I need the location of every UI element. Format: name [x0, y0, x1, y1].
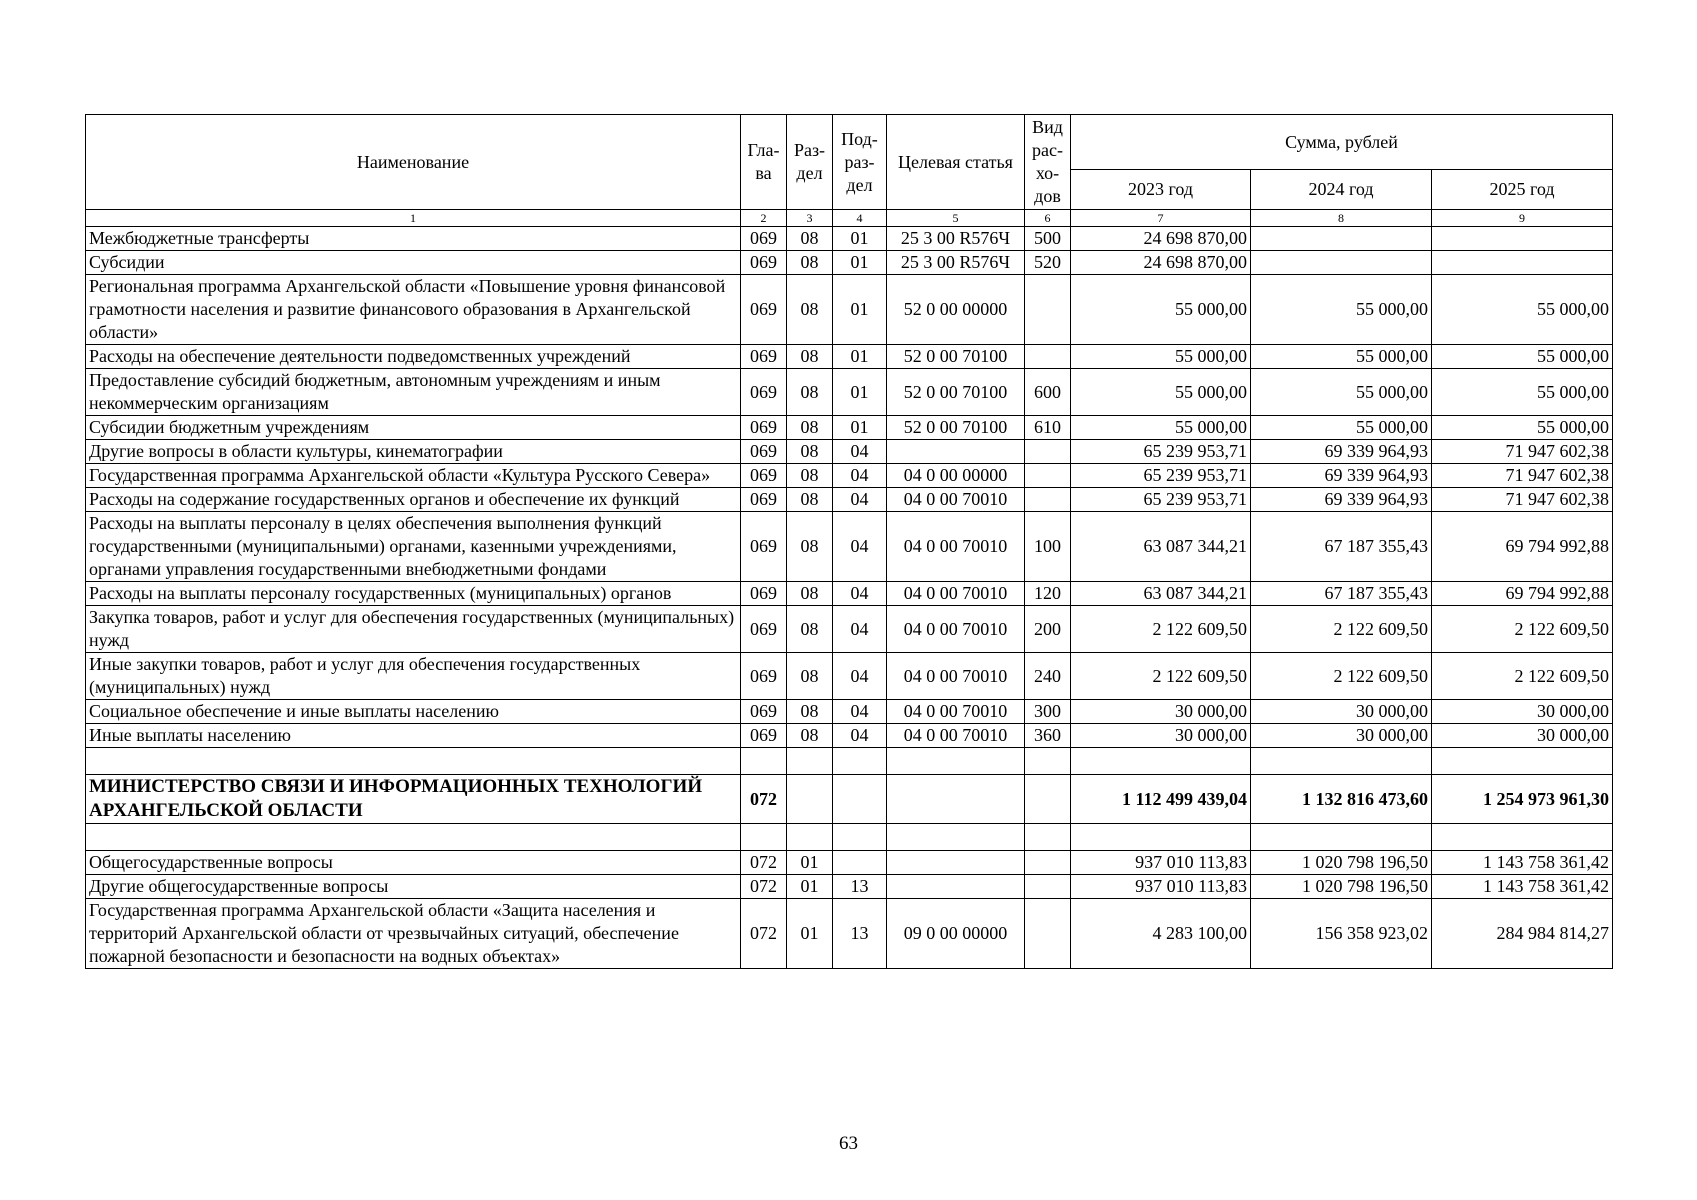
row-podrazdel: 13 — [833, 899, 887, 969]
row-expense-type — [1025, 875, 1071, 899]
row-glava: 069 — [741, 488, 787, 512]
row-sum-2024: 55 000,00 — [1251, 416, 1432, 440]
row-sum-2023: 55 000,00 — [1071, 275, 1251, 345]
row-razdel — [787, 748, 833, 775]
row-target-article: 52 0 00 00000 — [887, 275, 1025, 345]
row-expense-type — [1025, 464, 1071, 488]
row-sum-2024: 1 132 816 473,60 — [1251, 775, 1432, 824]
row-glava: 072 — [741, 875, 787, 899]
row-expense-type: 610 — [1025, 416, 1071, 440]
row-sum-2025 — [1432, 824, 1613, 851]
row-razdel: 08 — [787, 582, 833, 606]
row-sum-2023: 4 283 100,00 — [1071, 899, 1251, 969]
row-name: Общегосударственные вопросы — [86, 851, 741, 875]
row-expense-type — [1025, 899, 1071, 969]
header-glava: Гла-ва — [741, 115, 787, 210]
row-sum-2024: 55 000,00 — [1251, 275, 1432, 345]
row-razdel: 08 — [787, 653, 833, 700]
header-sum: Сумма, рублей — [1071, 115, 1613, 170]
row-sum-2025: 55 000,00 — [1432, 345, 1613, 369]
row-sum-2023: 65 239 953,71 — [1071, 464, 1251, 488]
row-sum-2025: 2 122 609,50 — [1432, 606, 1613, 653]
header-year-2023: 2023 год — [1071, 170, 1251, 210]
column-number: 6 — [1025, 210, 1071, 227]
row-name — [86, 824, 741, 851]
header-razdel: Раз-дел — [787, 115, 833, 210]
row-name: Расходы на выплаты персоналу в целях обеспечения выполнения функций государственными (муниципальными) органами, казенными учреждениями, органами управления государственными внебюджетными фондами — [86, 512, 741, 582]
row-target-article: 04 0 00 70010 — [887, 488, 1025, 512]
row-sum-2025: 71 947 602,38 — [1432, 440, 1613, 464]
row-name: Другие общегосударственные вопросы — [86, 875, 741, 899]
row-sum-2023: 2 122 609,50 — [1071, 606, 1251, 653]
row-target-article: 04 0 00 70010 — [887, 653, 1025, 700]
row-glava: 069 — [741, 440, 787, 464]
row-sum-2023 — [1071, 824, 1251, 851]
column-numbers-row — [86, 210, 1613, 227]
row-razdel: 08 — [787, 488, 833, 512]
column-number: 2 — [741, 210, 787, 227]
row-glava: 069 — [741, 227, 787, 251]
row-sum-2025: 30 000,00 — [1432, 700, 1613, 724]
row-target-article — [887, 775, 1025, 824]
row-podrazdel — [833, 748, 887, 775]
row-sum-2025: 69 794 992,88 — [1432, 582, 1613, 606]
row-glava: 069 — [741, 724, 787, 748]
row-glava: 069 — [741, 653, 787, 700]
row-expense-type: 100 — [1025, 512, 1071, 582]
row-sum-2023: 937 010 113,83 — [1071, 875, 1251, 899]
row-glava: 069 — [741, 700, 787, 724]
row-sum-2023: 63 087 344,21 — [1071, 582, 1251, 606]
table-row — [86, 606, 1613, 653]
row-razdel: 08 — [787, 464, 833, 488]
row-glava: 069 — [741, 369, 787, 416]
row-sum-2023: 63 087 344,21 — [1071, 512, 1251, 582]
row-razdel: 08 — [787, 606, 833, 653]
row-expense-type: 300 — [1025, 700, 1071, 724]
row-sum-2025: 1 254 973 961,30 — [1432, 775, 1613, 824]
table-header — [86, 115, 1613, 227]
table-row — [86, 251, 1613, 275]
row-name: Закупка товаров, работ и услуг для обеспечения государственных (муниципальных) нужд — [86, 606, 741, 653]
table-row — [86, 899, 1613, 969]
row-expense-type: 240 — [1025, 653, 1071, 700]
row-razdel: 08 — [787, 440, 833, 464]
row-expense-type: 360 — [1025, 724, 1071, 748]
column-number: 5 — [887, 210, 1025, 227]
row-sum-2025 — [1432, 748, 1613, 775]
table-row — [86, 512, 1613, 582]
row-expense-type — [1025, 824, 1071, 851]
row-razdel — [787, 775, 833, 824]
table-row — [86, 851, 1613, 875]
row-sum-2025: 1 143 758 361,42 — [1432, 875, 1613, 899]
row-sum-2023: 55 000,00 — [1071, 416, 1251, 440]
table-row — [86, 653, 1613, 700]
row-name: Иные закупки товаров, работ и услуг для обеспечения государственных (муниципальных) нужд — [86, 653, 741, 700]
header-podrazdel: Под-раз-дел — [833, 115, 887, 210]
row-expense-type — [1025, 748, 1071, 775]
table-row — [86, 724, 1613, 748]
row-name: Субсидии бюджетным учреждениям — [86, 416, 741, 440]
row-razdel: 08 — [787, 345, 833, 369]
row-expense-type — [1025, 851, 1071, 875]
row-sum-2023: 2 122 609,50 — [1071, 653, 1251, 700]
row-sum-2024: 2 122 609,50 — [1251, 653, 1432, 700]
row-sum-2024 — [1251, 251, 1432, 275]
header-year-2024: 2024 год — [1251, 170, 1432, 210]
row-sum-2023: 55 000,00 — [1071, 345, 1251, 369]
row-sum-2024 — [1251, 227, 1432, 251]
row-sum-2024: 67 187 355,43 — [1251, 582, 1432, 606]
row-podrazdel: 04 — [833, 700, 887, 724]
row-podrazdel: 04 — [833, 606, 887, 653]
row-sum-2023: 1 112 499 439,04 — [1071, 775, 1251, 824]
row-sum-2025: 71 947 602,38 — [1432, 464, 1613, 488]
row-razdel: 08 — [787, 724, 833, 748]
row-glava: 069 — [741, 512, 787, 582]
row-name: Другие вопросы в области культуры, кинематографии — [86, 440, 741, 464]
row-target-article: 04 0 00 70010 — [887, 606, 1025, 653]
row-razdel: 08 — [787, 275, 833, 345]
row-name: Расходы на выплаты персоналу государственных (муниципальных) органов — [86, 582, 741, 606]
row-name: Межбюджетные трансферты — [86, 227, 741, 251]
row-podrazdel — [833, 824, 887, 851]
row-glava: 069 — [741, 606, 787, 653]
column-number: 8 — [1251, 210, 1432, 227]
row-name: Социальное обеспечение и иные выплаты населению — [86, 700, 741, 724]
row-name: Расходы на содержание государственных органов и обеспечение их функций — [86, 488, 741, 512]
row-podrazdel: 04 — [833, 653, 887, 700]
row-sum-2025: 55 000,00 — [1432, 369, 1613, 416]
row-podrazdel: 01 — [833, 251, 887, 275]
header-expense-type: Вид рас-хо-дов — [1025, 115, 1071, 210]
row-glava: 069 — [741, 345, 787, 369]
row-glava — [741, 748, 787, 775]
row-target-article: 04 0 00 70010 — [887, 700, 1025, 724]
row-target-article: 25 3 00 R576Ч — [887, 251, 1025, 275]
row-expense-type: 500 — [1025, 227, 1071, 251]
row-glava: 069 — [741, 464, 787, 488]
table-row — [86, 464, 1613, 488]
row-target-article — [887, 851, 1025, 875]
row-name — [86, 748, 741, 775]
row-sum-2025: 55 000,00 — [1432, 416, 1613, 440]
row-sum-2024: 67 187 355,43 — [1251, 512, 1432, 582]
row-sum-2024: 69 339 964,93 — [1251, 488, 1432, 512]
table-row — [86, 875, 1613, 899]
row-podrazdel: 13 — [833, 875, 887, 899]
table-row — [86, 275, 1613, 345]
row-glava: 069 — [741, 251, 787, 275]
row-sum-2023: 65 239 953,71 — [1071, 440, 1251, 464]
row-name: Субсидии — [86, 251, 741, 275]
row-sum-2025: 55 000,00 — [1432, 275, 1613, 345]
table-row — [86, 227, 1613, 251]
row-sum-2025: 1 143 758 361,42 — [1432, 851, 1613, 875]
row-sum-2025: 284 984 814,27 — [1432, 899, 1613, 969]
table-row — [86, 488, 1613, 512]
row-sum-2025: 30 000,00 — [1432, 724, 1613, 748]
row-sum-2024: 55 000,00 — [1251, 345, 1432, 369]
row-sum-2024: 1 020 798 196,50 — [1251, 875, 1432, 899]
row-name: Государственная программа Архангельской области «Защита населения и территорий Архангельской области от чрезвычайных ситуаций, обеспечение пожарной безопасности и безопасности на водных объектах» — [86, 899, 741, 969]
row-glava: 072 — [741, 851, 787, 875]
row-sum-2024: 69 339 964,93 — [1251, 464, 1432, 488]
row-expense-type: 120 — [1025, 582, 1071, 606]
row-sum-2024: 55 000,00 — [1251, 369, 1432, 416]
row-name: МИНИСТЕРСТВО СВЯЗИ И ИНФОРМАЦИОННЫХ ТЕХНОЛОГИЙ АРХАНГЕЛЬСКОЙ ОБЛАСТИ — [86, 775, 741, 824]
row-sum-2024: 2 122 609,50 — [1251, 606, 1432, 653]
row-expense-type — [1025, 775, 1071, 824]
row-name: Предоставление субсидий бюджетным, автономным учреждениям и иным некоммерческим организациям — [86, 369, 741, 416]
row-target-article: 52 0 00 70100 — [887, 416, 1025, 440]
column-number: 4 — [833, 210, 887, 227]
row-glava: 069 — [741, 275, 787, 345]
row-razdel: 08 — [787, 700, 833, 724]
row-razdel — [787, 824, 833, 851]
row-target-article — [887, 440, 1025, 464]
row-sum-2023: 937 010 113,83 — [1071, 851, 1251, 875]
row-glava: 069 — [741, 582, 787, 606]
row-razdel: 08 — [787, 416, 833, 440]
row-sum-2023: 24 698 870,00 — [1071, 227, 1251, 251]
row-razdel: 08 — [787, 227, 833, 251]
row-razdel: 01 — [787, 875, 833, 899]
row-podrazdel: 04 — [833, 582, 887, 606]
row-podrazdel: 04 — [833, 724, 887, 748]
row-razdel: 01 — [787, 899, 833, 969]
row-glava: 072 — [741, 899, 787, 969]
row-razdel: 08 — [787, 369, 833, 416]
row-sum-2023: 55 000,00 — [1071, 369, 1251, 416]
table-row-empty — [86, 824, 1613, 851]
row-target-article — [887, 824, 1025, 851]
row-sum-2025: 2 122 609,50 — [1432, 653, 1613, 700]
budget-table — [85, 114, 1613, 969]
table-row-ministry — [86, 775, 1613, 824]
row-name: Государственная программа Архангельской области «Культура Русского Севера» — [86, 464, 741, 488]
row-sum-2025: 69 794 992,88 — [1432, 512, 1613, 582]
row-podrazdel — [833, 775, 887, 824]
table-row — [86, 700, 1613, 724]
row-razdel: 01 — [787, 851, 833, 875]
row-razdel: 08 — [787, 251, 833, 275]
column-number: 1 — [86, 210, 741, 227]
row-podrazdel: 04 — [833, 464, 887, 488]
row-glava: 069 — [741, 416, 787, 440]
row-target-article: 04 0 00 70010 — [887, 512, 1025, 582]
row-glava — [741, 824, 787, 851]
row-name: Иные выплаты населению — [86, 724, 741, 748]
row-sum-2024: 1 020 798 196,50 — [1251, 851, 1432, 875]
header-target-article: Целевая статья — [887, 115, 1025, 210]
row-target-article — [887, 748, 1025, 775]
row-sum-2024 — [1251, 748, 1432, 775]
row-expense-type: 600 — [1025, 369, 1071, 416]
column-number: 3 — [787, 210, 833, 227]
table-body — [86, 227, 1613, 969]
row-podrazdel: 01 — [833, 275, 887, 345]
table-row — [86, 440, 1613, 464]
row-podrazdel: 01 — [833, 416, 887, 440]
row-podrazdel: 01 — [833, 227, 887, 251]
row-target-article: 25 3 00 R576Ч — [887, 227, 1025, 251]
table-row-empty — [86, 748, 1613, 775]
row-expense-type — [1025, 440, 1071, 464]
table-row — [86, 369, 1613, 416]
table-row — [86, 582, 1613, 606]
row-name: Расходы на обеспечение деятельности подведомственных учреждений — [86, 345, 741, 369]
row-glava: 072 — [741, 775, 787, 824]
row-target-article: 04 0 00 70010 — [887, 724, 1025, 748]
column-number: 7 — [1071, 210, 1251, 227]
row-name: Региональная программа Архангельской области «Повышение уровня финансовой грамотности населения и развитие финансового образования в Архангельской области» — [86, 275, 741, 345]
row-sum-2025: 71 947 602,38 — [1432, 488, 1613, 512]
row-sum-2023: 24 698 870,00 — [1071, 251, 1251, 275]
header-name: Наименование — [86, 115, 741, 210]
row-expense-type — [1025, 345, 1071, 369]
row-target-article: 52 0 00 70100 — [887, 345, 1025, 369]
row-target-article: 09 0 00 00000 — [887, 899, 1025, 969]
row-podrazdel — [833, 851, 887, 875]
header-year-2025: 2025 год — [1432, 170, 1613, 210]
row-sum-2024 — [1251, 824, 1432, 851]
row-sum-2024: 69 339 964,93 — [1251, 440, 1432, 464]
row-podrazdel: 01 — [833, 369, 887, 416]
row-sum-2025 — [1432, 251, 1613, 275]
row-sum-2023: 65 239 953,71 — [1071, 488, 1251, 512]
row-podrazdel: 01 — [833, 345, 887, 369]
row-target-article — [887, 875, 1025, 899]
page-number: 63 — [839, 1133, 858, 1154]
row-target-article: 52 0 00 70100 — [887, 369, 1025, 416]
row-sum-2023: 30 000,00 — [1071, 700, 1251, 724]
row-expense-type — [1025, 275, 1071, 345]
column-number: 9 — [1432, 210, 1613, 227]
row-sum-2025 — [1432, 227, 1613, 251]
table-row — [86, 345, 1613, 369]
row-podrazdel: 04 — [833, 440, 887, 464]
row-sum-2024: 156 358 923,02 — [1251, 899, 1432, 969]
row-expense-type: 200 — [1025, 606, 1071, 653]
row-target-article: 04 0 00 00000 — [887, 464, 1025, 488]
row-sum-2024: 30 000,00 — [1251, 700, 1432, 724]
row-razdel: 08 — [787, 512, 833, 582]
row-expense-type: 520 — [1025, 251, 1071, 275]
row-podrazdel: 04 — [833, 512, 887, 582]
row-sum-2023: 30 000,00 — [1071, 724, 1251, 748]
row-podrazdel: 04 — [833, 488, 887, 512]
row-target-article: 04 0 00 70010 — [887, 582, 1025, 606]
table-row — [86, 416, 1613, 440]
row-sum-2024: 30 000,00 — [1251, 724, 1432, 748]
row-sum-2023 — [1071, 748, 1251, 775]
row-expense-type — [1025, 488, 1071, 512]
